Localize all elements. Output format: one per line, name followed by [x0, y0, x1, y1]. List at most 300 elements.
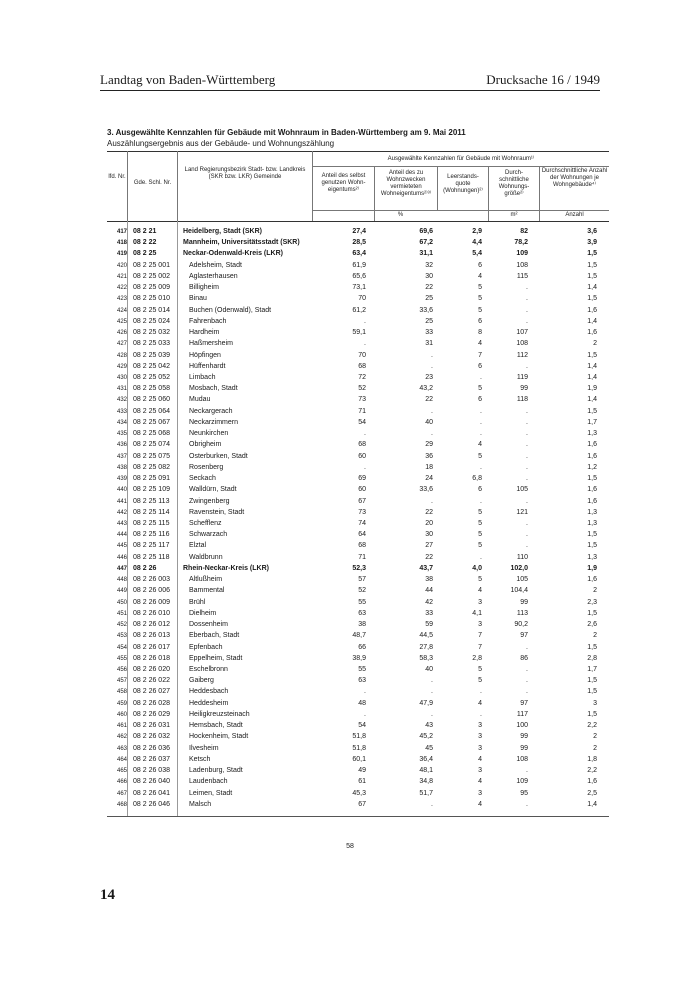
- table-bottom-rule: [107, 816, 609, 817]
- cell-vacancy-rate: 5: [478, 519, 482, 527]
- cell-nr: 435: [116, 431, 127, 438]
- cell-name: Heidelberg, Stadt (SKR): [183, 228, 262, 235]
- cell-key: 08 2 25 032: [133, 329, 170, 337]
- cell-nr: 432: [116, 397, 127, 404]
- cell-vacancy-rate: 7: [478, 643, 482, 651]
- cell-avg-dwellings: 2,2: [587, 767, 597, 775]
- cell-name: Neckar-Odenwald-Kreis (LKR): [183, 250, 283, 258]
- cell-avg-size: .: [526, 677, 528, 685]
- cell-nr: 431: [116, 386, 127, 393]
- table-row: [107, 339, 609, 349]
- cell-rented-share: 33: [425, 609, 433, 617]
- cell-avg-size: .: [526, 306, 528, 314]
- table-row: [107, 429, 609, 439]
- cell-avg-dwellings: 1,5: [587, 609, 597, 617]
- cell-nr: 423: [116, 296, 127, 303]
- cell-avg-size: 99: [520, 744, 528, 752]
- cell-vacancy-rate: 4: [478, 587, 482, 595]
- cell-key: 08 2 26 003: [133, 576, 170, 584]
- table-row: [107, 744, 609, 754]
- col-header-v2: Anteil des zu Wohnzwecken vermieteten Wohneigentums²⁾³⁾: [380, 170, 432, 197]
- cell-key: 08 2 26 027: [133, 688, 170, 696]
- cell-key: 08 2 25 109: [133, 486, 170, 494]
- table-row: [107, 283, 609, 293]
- page-header: [100, 70, 600, 91]
- cell-vacancy-rate: 5: [478, 284, 482, 292]
- cell-avg-size: .: [526, 767, 528, 775]
- cell-avg-dwellings: 2,8: [587, 654, 597, 662]
- cell-rented-share: 45: [425, 744, 433, 752]
- cell-vacancy-rate: 6,8: [472, 475, 482, 483]
- cell-rented-share: 29: [425, 441, 433, 449]
- cell-name: Leimen, Stadt: [189, 789, 233, 797]
- cell-rented-share: 59: [425, 621, 433, 629]
- cell-avg-size: .: [526, 688, 528, 696]
- cell-avg-size: 118: [516, 396, 528, 404]
- table-row: [107, 463, 609, 473]
- cell-nr: 429: [116, 363, 127, 370]
- cell-avg-dwellings: 2: [593, 733, 597, 741]
- cell-avg-dwellings: 1,5: [587, 295, 597, 303]
- cell-rented-share: 45,2: [419, 733, 433, 741]
- cell-nr: 422: [116, 285, 127, 292]
- cell-rented-share: .: [431, 497, 433, 505]
- cell-avg-size: .: [526, 800, 528, 808]
- cell-key: 08 2 26: [133, 564, 157, 572]
- cell-name: Hockenheim, Stadt: [189, 733, 249, 741]
- table-row: [107, 519, 609, 529]
- col-header-nr: lfd. Nr.: [108, 174, 126, 180]
- cell-owner-share: 51,8: [352, 744, 366, 752]
- cell-rented-share: 36: [425, 452, 433, 460]
- cell-nr: 419: [116, 251, 127, 258]
- table-row: [107, 620, 609, 630]
- cell-rented-share: 18: [425, 463, 433, 471]
- cell-name: Obrigheim: [189, 441, 222, 449]
- cell-owner-share: 54: [358, 418, 366, 426]
- cell-nr: 421: [116, 273, 127, 280]
- cell-vacancy-rate: 4: [478, 272, 482, 280]
- cell-avg-size: 121: [516, 508, 528, 516]
- cell-rented-share: 23: [425, 373, 433, 381]
- cell-owner-share: 49: [358, 767, 366, 775]
- cell-avg-dwellings: 1,3: [587, 553, 597, 561]
- cell-nr: 434: [116, 419, 127, 426]
- cell-nr: 437: [116, 453, 127, 460]
- cell-name: Zwingenberg: [189, 497, 230, 505]
- table-row: [107, 497, 609, 507]
- table-row: [107, 564, 609, 574]
- table-row: [107, 800, 609, 810]
- cell-key: 08 2 25 024: [133, 317, 170, 325]
- cell-vacancy-rate: .: [480, 463, 482, 471]
- cell-key: 08 2 26 017: [133, 643, 170, 651]
- cell-avg-size: .: [526, 407, 528, 415]
- cell-key: 08 2 26 029: [133, 710, 170, 718]
- cell-avg-dwellings: 2: [593, 340, 597, 348]
- cell-owner-share: .: [364, 710, 366, 718]
- cell-avg-dwellings: 1,6: [587, 778, 597, 786]
- cell-avg-size: 113: [516, 609, 528, 617]
- cell-rented-share: 43: [425, 722, 433, 730]
- cell-name: Rhein-Neckar-Kreis (LKR): [183, 564, 269, 572]
- cell-name: Hardheim: [189, 329, 220, 337]
- cell-rented-share: 33,6: [419, 306, 433, 314]
- cell-owner-share: 28,5: [352, 239, 366, 247]
- cell-name: Walldürn, Stadt: [189, 486, 237, 494]
- cell-rented-share: 27: [425, 542, 433, 550]
- cell-rented-share: 25: [425, 295, 433, 303]
- cell-owner-share: 54: [358, 722, 366, 730]
- cell-vacancy-rate: .: [480, 497, 482, 505]
- sheet-number: 14: [100, 887, 115, 903]
- cell-name: Ketsch: [189, 755, 211, 763]
- cell-rented-share: 32: [425, 261, 433, 269]
- cell-owner-share: 66: [358, 643, 366, 651]
- cell-name: Waldbrunn: [189, 553, 223, 561]
- cell-vacancy-rate: 5,4: [472, 250, 482, 258]
- cell-rented-share: 22: [425, 396, 433, 404]
- cell-vacancy-rate: 4,4: [472, 239, 482, 247]
- cell-vacancy-rate: 6: [478, 261, 482, 269]
- cell-owner-share: 48: [358, 699, 366, 707]
- cell-vacancy-rate: 2,9: [472, 228, 482, 235]
- cell-nr: 463: [116, 745, 127, 752]
- cell-avg-size: 102,0: [510, 564, 528, 572]
- cell-vacancy-rate: .: [480, 553, 482, 561]
- cell-avg-size: 100: [516, 722, 528, 730]
- cell-key: 08 2 26 012: [133, 621, 170, 629]
- cell-avg-size: 105: [516, 576, 528, 584]
- table-row: [107, 362, 609, 372]
- cell-nr: 457: [116, 678, 127, 685]
- cell-name: Binau: [189, 295, 207, 303]
- cell-vacancy-rate: 5: [478, 385, 482, 393]
- table-row: [107, 721, 609, 731]
- cell-vacancy-rate: .: [480, 430, 482, 438]
- cell-nr: 440: [116, 487, 127, 494]
- cell-avg-dwellings: 1,9: [587, 385, 597, 393]
- cell-avg-size: .: [526, 441, 528, 449]
- cell-avg-dwellings: 1,6: [587, 486, 597, 494]
- cell-avg-size: .: [526, 295, 528, 303]
- table-row: [107, 766, 609, 776]
- cell-nr: 466: [116, 779, 127, 786]
- cell-key: 08 2 26 020: [133, 665, 170, 673]
- cell-avg-dwellings: 1,2: [587, 463, 597, 471]
- cell-nr: 468: [116, 801, 127, 808]
- cell-owner-share: 55: [358, 665, 366, 673]
- cell-avg-size: 78,2: [514, 239, 528, 247]
- cell-rented-share: 48,1: [419, 767, 433, 775]
- cell-rented-share: 33,6: [419, 486, 433, 494]
- table-row: [107, 699, 609, 709]
- cell-vacancy-rate: 3: [478, 598, 482, 606]
- cell-key: 08 2 25 117: [133, 542, 170, 550]
- cell-avg-size: 117: [516, 710, 528, 718]
- cell-avg-size: 110: [516, 553, 528, 561]
- cell-owner-share: 52: [358, 385, 366, 393]
- cell-rented-share: 40: [425, 418, 433, 426]
- cell-name: Mannheim, Universitätsstadt (SKR): [183, 239, 300, 247]
- cell-name: Neckargerach: [189, 407, 233, 415]
- cell-avg-dwellings: 1,6: [587, 576, 597, 584]
- cell-avg-dwellings: 2,2: [587, 722, 597, 730]
- table-row: [107, 654, 609, 664]
- cell-rented-share: 47,9: [419, 699, 433, 707]
- cell-key: 08 2 25 067: [133, 418, 170, 426]
- cell-key: 08 2 26 046: [133, 800, 170, 808]
- cell-vacancy-rate: 7: [478, 351, 482, 359]
- table-row: [107, 530, 609, 540]
- table-row: [107, 631, 609, 641]
- cell-vacancy-rate: 6: [478, 396, 482, 404]
- cell-name: Rosenberg: [189, 463, 224, 471]
- table-row: [107, 710, 609, 720]
- cell-nr: 467: [116, 790, 127, 797]
- cell-avg-size: .: [526, 463, 528, 471]
- unit-square-meters: m²: [510, 212, 518, 218]
- cell-owner-share: 55: [358, 598, 366, 606]
- cell-avg-size: 107: [516, 329, 528, 337]
- cell-avg-dwellings: 1,4: [587, 284, 597, 292]
- cell-vacancy-rate: .: [480, 373, 482, 381]
- cell-vacancy-rate: .: [480, 688, 482, 696]
- cell-avg-size: 112: [516, 351, 528, 359]
- table-row: [107, 440, 609, 450]
- cell-nr: 425: [116, 318, 127, 325]
- cell-key: 08 2 26 022: [133, 677, 170, 685]
- cell-name: Dossenheim: [189, 621, 228, 629]
- cell-avg-dwellings: 1,9: [587, 564, 597, 572]
- cell-avg-size: .: [526, 519, 528, 527]
- cell-nr: 460: [116, 711, 127, 718]
- cell-owner-share: .: [364, 430, 366, 438]
- cell-avg-dwellings: 1,5: [587, 250, 597, 258]
- cell-key: 08 2 26 040: [133, 778, 170, 786]
- cell-owner-share: 63: [358, 609, 366, 617]
- cell-key: 08 2 25 115: [133, 519, 170, 527]
- cell-key: 08 2 26 041: [133, 789, 170, 797]
- cell-nr: 445: [116, 543, 127, 550]
- cell-name: Altlußheim: [189, 576, 223, 584]
- cell-rented-share: 24: [425, 475, 433, 483]
- cell-name: Buchen (Odenwald), Stadt: [189, 306, 272, 314]
- cell-avg-size: 108: [516, 261, 528, 269]
- cell-avg-dwellings: 3,9: [587, 239, 597, 247]
- cell-key: 08 2 25 113: [133, 497, 170, 505]
- cell-owner-share: 69: [358, 475, 366, 483]
- divider: [312, 210, 609, 211]
- cell-owner-share: 61,2: [352, 306, 366, 314]
- cell-rented-share: 44,5: [419, 632, 433, 640]
- cell-name: Billigheim: [189, 284, 219, 292]
- cell-avg-size: 97: [520, 699, 528, 707]
- cell-owner-share: 61,9: [352, 261, 366, 269]
- cell-name: Heiligkreuzsteinach: [189, 710, 250, 718]
- cell-nr: 420: [116, 262, 127, 269]
- cell-avg-dwellings: 1,4: [587, 373, 597, 381]
- cell-nr: 446: [116, 554, 127, 561]
- cell-rented-share: 22: [425, 553, 433, 561]
- table-row: [107, 261, 609, 271]
- cell-rented-share: 30: [425, 272, 433, 280]
- cell-owner-share: 64: [358, 531, 366, 539]
- cell-rented-share: .: [431, 688, 433, 696]
- cell-nr: 452: [116, 622, 127, 629]
- table-row: [107, 676, 609, 686]
- cell-nr: 439: [116, 476, 127, 483]
- cell-rented-share: 31: [425, 340, 433, 348]
- cell-nr: 443: [116, 520, 127, 527]
- cell-rented-share: .: [431, 800, 433, 808]
- cell-rented-share: .: [431, 351, 433, 359]
- cell-vacancy-rate: 6: [478, 362, 482, 370]
- cell-key: 08 2 25 075: [133, 452, 170, 460]
- cell-avg-size: 109: [516, 250, 528, 258]
- cell-key: 08 2 26 031: [133, 722, 170, 730]
- cell-vacancy-rate: 6: [478, 317, 482, 325]
- cell-avg-size: .: [526, 362, 528, 370]
- cell-rented-share: 34,8: [419, 778, 433, 786]
- cell-name: Heddesheim: [189, 699, 229, 707]
- cell-avg-size: 108: [516, 755, 528, 763]
- cell-name: Eberbach, Stadt: [189, 632, 240, 640]
- cell-name: Seckach: [189, 475, 216, 483]
- cell-vacancy-rate: 4: [478, 778, 482, 786]
- cell-vacancy-rate: 3: [478, 722, 482, 730]
- cell-key: 08 2 25 074: [133, 441, 170, 449]
- cell-rented-share: 58,3: [419, 654, 433, 662]
- cell-rented-share: 27,8: [419, 643, 433, 651]
- cell-owner-share: 38: [358, 621, 366, 629]
- table-subtitle: Auszählungsergebnis aus der Gebäude- und Wohnungszählung: [107, 139, 335, 148]
- table-row: [107, 294, 609, 304]
- cell-owner-share: 73: [358, 508, 366, 516]
- cell-avg-dwellings: 1,4: [587, 317, 597, 325]
- cell-owner-share: 71: [358, 553, 366, 561]
- cell-name: Höpfingen: [189, 351, 221, 359]
- cell-avg-size: 82: [520, 228, 528, 235]
- cell-owner-share: 68: [358, 441, 366, 449]
- cell-avg-dwellings: 1,5: [587, 475, 597, 483]
- cell-vacancy-rate: 3: [478, 744, 482, 752]
- cell-name: Schefflenz: [189, 519, 222, 527]
- cell-rented-share: 20: [425, 519, 433, 527]
- cell-key: 08 2 25 033: [133, 340, 170, 348]
- cell-avg-dwellings: 1,5: [587, 643, 597, 651]
- cell-avg-dwellings: 1,6: [587, 497, 597, 505]
- cell-rented-share: .: [431, 677, 433, 685]
- cell-avg-size: .: [526, 475, 528, 483]
- cell-owner-share: .: [364, 688, 366, 696]
- cell-vacancy-rate: .: [480, 407, 482, 415]
- table-row: [107, 418, 609, 428]
- table-row: [107, 328, 609, 338]
- cell-avg-dwellings: 1,7: [587, 665, 597, 673]
- cell-avg-dwellings: 1,6: [587, 306, 597, 314]
- col-header-group: Ausgewählte Kennzahlen für Gebäude mit Wohnraum¹⁾: [387, 156, 535, 162]
- cell-avg-dwellings: 1,3: [587, 508, 597, 516]
- table-row: [107, 575, 609, 585]
- cell-owner-share: 60,1: [352, 755, 366, 763]
- cell-vacancy-rate: .: [480, 710, 482, 718]
- cell-vacancy-rate: 3: [478, 733, 482, 741]
- col-header-v4: Durch- schnittliche Wohnungs- größe²⁾: [498, 170, 530, 197]
- cell-rented-share: 67,2: [419, 239, 433, 247]
- col-header-v3: Leerstands- quote (Wohnungen)²⁾: [443, 174, 483, 194]
- cell-name: Ravenstein, Stadt: [189, 508, 245, 516]
- cell-name: Eschelbronn: [189, 665, 228, 673]
- cell-avg-size: 115: [516, 272, 528, 280]
- cell-rented-share: 38: [425, 576, 433, 584]
- cell-vacancy-rate: 6: [478, 486, 482, 494]
- cell-avg-dwellings: 1,6: [587, 329, 597, 337]
- cell-owner-share: .: [364, 463, 366, 471]
- cell-nr: 417: [116, 229, 127, 235]
- cell-name: Brühl: [189, 598, 206, 606]
- cell-nr: 456: [116, 666, 127, 673]
- table-row: [107, 452, 609, 462]
- cell-owner-share: 63,4: [352, 250, 366, 258]
- cell-nr: 430: [116, 374, 127, 381]
- cell-vacancy-rate: 5: [478, 677, 482, 685]
- cell-vacancy-rate: 5: [478, 531, 482, 539]
- cell-key: 08 2 25: [133, 250, 157, 258]
- cell-owner-share: .: [364, 340, 366, 348]
- table-row: [107, 508, 609, 518]
- cell-key: 08 2 25 010: [133, 295, 170, 303]
- cell-avg-dwellings: 1,5: [587, 272, 597, 280]
- cell-owner-share: 52,3: [352, 564, 366, 572]
- cell-avg-size: .: [526, 497, 528, 505]
- cell-owner-share: 61: [358, 778, 366, 786]
- table-row: [107, 373, 609, 383]
- cell-key: 08 2 22: [133, 239, 157, 247]
- cell-name: Bammental: [189, 587, 225, 595]
- cell-key: 08 2 25 042: [133, 362, 170, 370]
- cell-nr: 455: [116, 655, 127, 662]
- table-row: [107, 474, 609, 484]
- cell-key: 08 2 26 037: [133, 755, 170, 763]
- cell-avg-dwellings: 3: [593, 699, 597, 707]
- cell-owner-share: 57: [358, 576, 366, 584]
- cell-key: 08 2 26 018: [133, 654, 170, 662]
- cell-owner-share: 59,1: [352, 329, 366, 337]
- cell-key: 08 2 21: [133, 228, 157, 235]
- cell-vacancy-rate: 5: [478, 576, 482, 584]
- cell-avg-size: 119: [516, 373, 528, 381]
- cell-avg-dwellings: 1,4: [587, 800, 597, 808]
- cell-nr: 449: [116, 588, 127, 595]
- table-row: [107, 755, 609, 765]
- cell-avg-size: 99: [520, 598, 528, 606]
- cell-nr: 433: [116, 408, 127, 415]
- header-bottom-rule: [107, 221, 609, 222]
- cell-vacancy-rate: 3: [478, 789, 482, 797]
- cell-vacancy-rate: 7: [478, 632, 482, 640]
- cell-owner-share: 68: [358, 542, 366, 550]
- cell-avg-dwellings: 1,6: [587, 452, 597, 460]
- cell-rented-share: .: [431, 362, 433, 370]
- cell-avg-dwellings: 1,5: [587, 710, 597, 718]
- cell-avg-size: .: [526, 452, 528, 460]
- cell-name: Mudau: [189, 396, 211, 404]
- cell-owner-share: 68: [358, 362, 366, 370]
- cell-avg-size: 99: [520, 733, 528, 741]
- table-title: 3. Ausgewählte Kennzahlen für Gebäude mit Wohnraum in Baden-Württemberg am 9. Mai 2011: [107, 128, 466, 137]
- cell-owner-share: 63: [358, 677, 366, 685]
